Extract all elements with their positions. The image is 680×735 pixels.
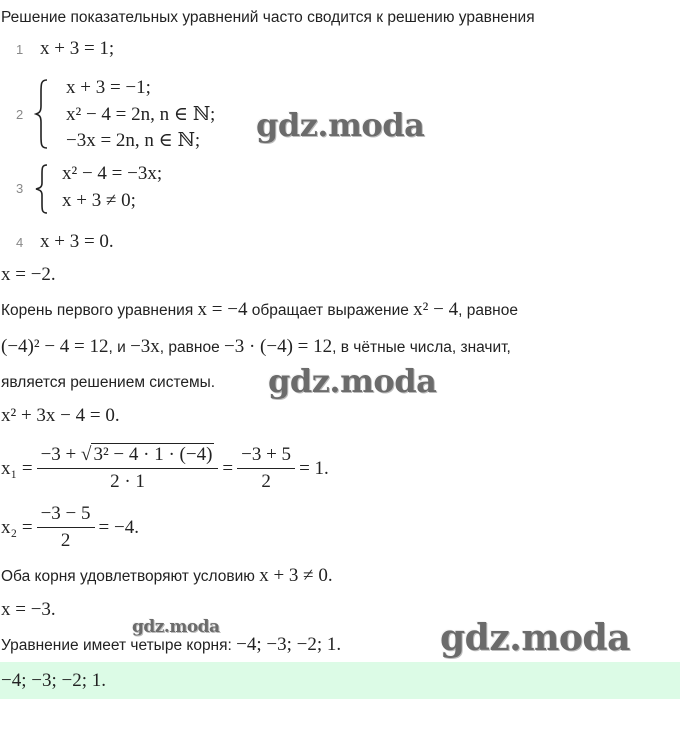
brace-3: [34, 163, 50, 215]
explanation-math-2b: −3x: [130, 336, 160, 357]
x1-formula: [1, 444, 329, 493]
watermark-logo-4: gdz.moda: [440, 617, 630, 659]
intro-text: Решение показательных уравнений часто сводится к решению уравнения: [1, 9, 535, 26]
watermark-logo-3: gdz.moda: [132, 617, 220, 637]
explanation-text-2a: , и: [108, 339, 131, 356]
x1-denominator-2: 2: [261, 471, 271, 492]
four-roots-math: −4; −3; −2; 1.: [236, 634, 342, 655]
both-roots-text: Оба корня удовлетворяют условию: [1, 568, 260, 585]
x1-equals: =: [222, 457, 234, 479]
explanation-math-1a: x = −4: [197, 299, 248, 320]
explanation-math-1b: x² − 4: [413, 299, 459, 320]
explanation-math-2c: −3 · (−4) = 12: [224, 336, 333, 357]
explanation-text-2c: , в чётные числа, значит,: [332, 339, 511, 356]
quadratic-equation: x² + 3x − 4 = 0.: [1, 405, 120, 426]
x1-fraction: [37, 444, 219, 493]
step-number-3: 3: [16, 181, 24, 196]
step-number-2: 2: [16, 107, 24, 122]
explanation-line-2: [1, 336, 511, 358]
step-number-4: 4: [16, 235, 24, 250]
explanation-text-2b: , равное: [159, 339, 224, 356]
result-x-minus-2: x = −2.: [1, 264, 56, 285]
four-roots-text: Уравнение имеет четыре корня:: [1, 637, 237, 654]
explanation-text-1a: Корень первого уравнения: [1, 302, 198, 319]
case-2-line-2: x² − 4 = 2n, n ∈ ℕ;: [66, 104, 216, 125]
explanation-text-1b: обращает выражение: [247, 302, 414, 319]
x1-denominator: 2 · 1: [110, 471, 145, 492]
answer-box: [0, 662, 680, 699]
case-2-line-1: x + 3 = −1;: [66, 77, 151, 98]
explanation-text-1c: , равное: [458, 302, 518, 319]
x2-result: = −4.: [98, 516, 139, 538]
both-roots-math: x + 3 ≠ 0.: [259, 565, 333, 586]
explanation-line-1: [1, 299, 518, 321]
watermark-logo-1: gdz.moda: [256, 106, 425, 144]
x1-numerator-a: −3 +: [40, 444, 82, 465]
explanation-line-3: является решением системы.: [1, 374, 216, 391]
result-x-minus-3: x = −3.: [1, 599, 56, 620]
case-3-line-2: x + 3 ≠ 0;: [62, 190, 136, 211]
case-2-line-3: −3x = 2n, n ∈ ℕ;: [66, 130, 201, 151]
brace-2: [34, 78, 50, 150]
x1-result: = 1.: [299, 457, 329, 479]
x2-lhs: x₂ =: [1, 516, 33, 538]
x1-radicand: 3² − 4 · 1 · (−4): [93, 444, 213, 465]
x1-fraction-2: [237, 444, 295, 493]
x2-numerator: −3 − 5: [37, 503, 95, 528]
x1-numerator: [37, 444, 219, 469]
x1-lhs: x₁ =: [1, 457, 33, 479]
sqrt-symbol: √ 3² − 4 · 1 · (−4): [81, 444, 213, 465]
x2-denominator: 2: [60, 530, 71, 551]
explanation-math-2a: (−4)² − 4 = 12: [1, 336, 109, 357]
x2-fraction: [37, 503, 95, 552]
watermark-logo-2: gdz.moda: [268, 362, 437, 400]
x1-numerator-2: −3 + 5: [237, 444, 295, 469]
case-3-line-1: x² − 4 = −3x;: [62, 163, 163, 184]
x2-formula: [1, 503, 139, 552]
step-number-1: 1: [16, 42, 24, 57]
case-1-equation: x + 3 = 1;: [40, 38, 115, 59]
both-roots-line: [1, 565, 333, 587]
answer-value: −4; −3; −2; 1.: [1, 670, 106, 691]
four-roots-line: [1, 634, 341, 656]
case-4-equation: x + 3 = 0.: [40, 231, 114, 252]
